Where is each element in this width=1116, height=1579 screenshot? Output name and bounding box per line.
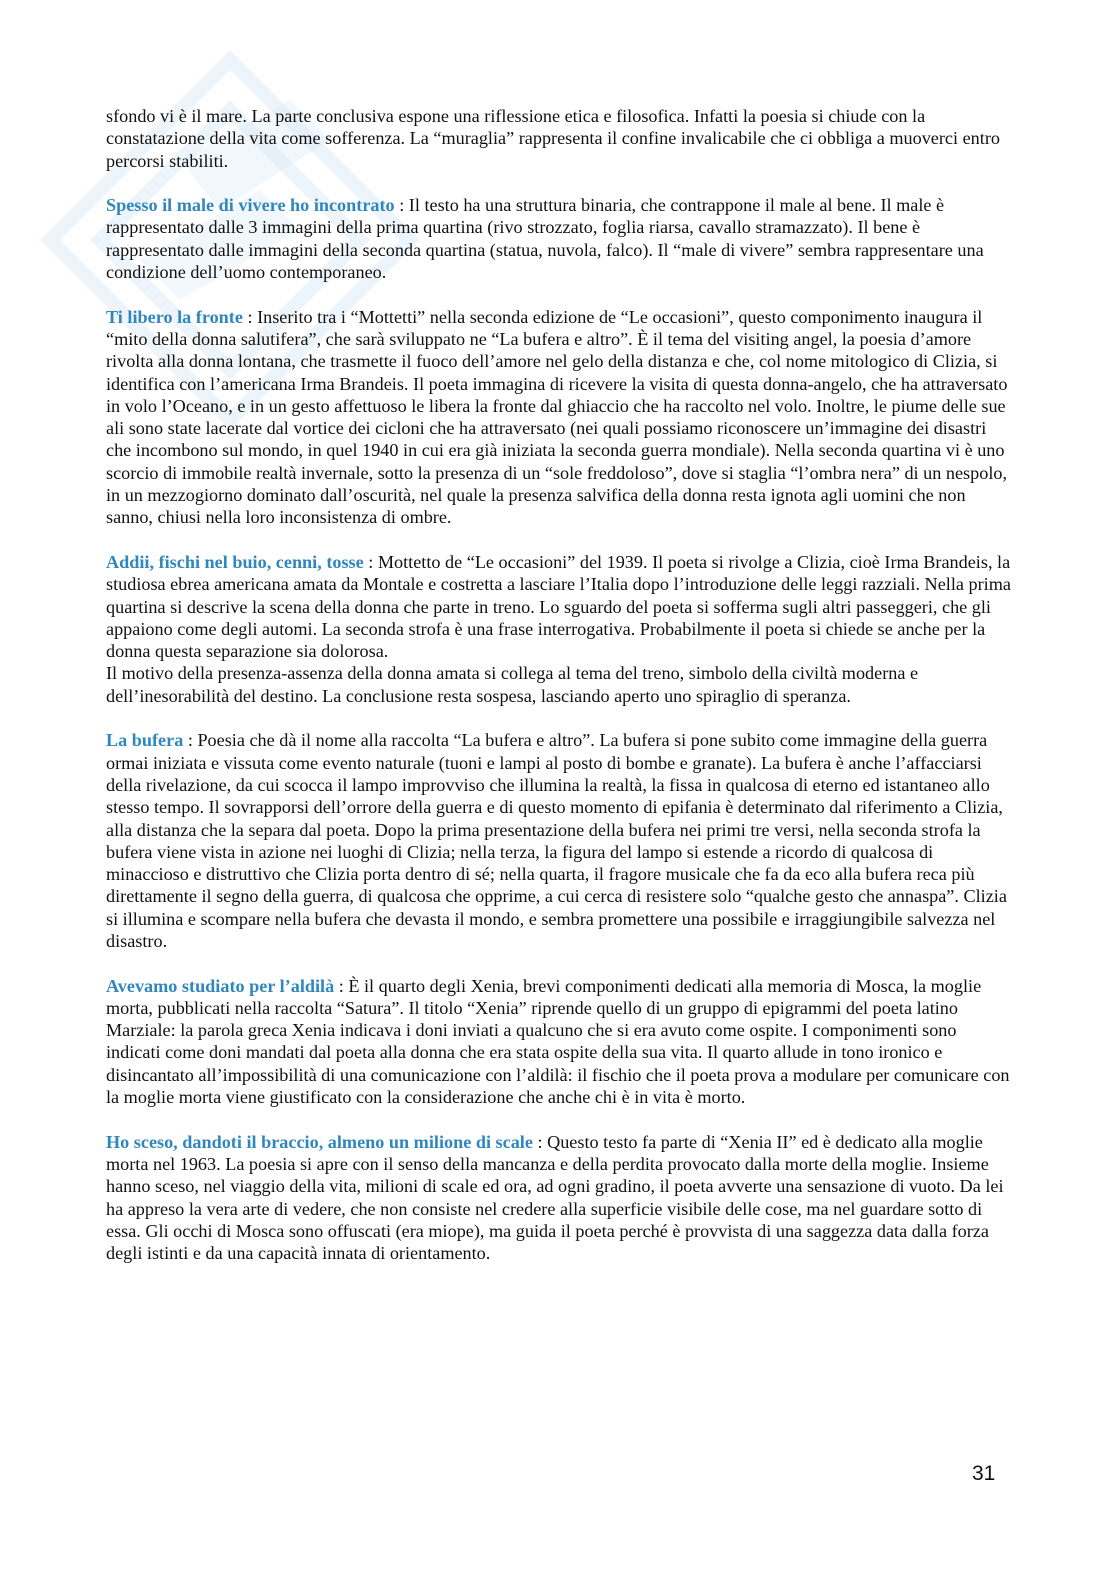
intro-text: sfondo vi è il mare. La parte conclusiva espone una riflessione etica e filosofica. Infatti la poesia si chiude con la constatazione della vita come sofferenza. La “muraglia” rappresenta il confine invalicabile che ci obbliga a muoverci entro percorsi stabiliti. — [106, 106, 1000, 171]
section-paragraph — [106, 194, 1011, 283]
section-paragraph — [106, 975, 1011, 1109]
section-body: : Questo testo fa parte di “Xenia II” ed è dedicato alla moglie morta nel 1963. La poesia si apre con il senso della mancanza e della perdita provocato dalla morte della moglie. Insieme hanno sceso, nel viaggio della vita, milioni di scale ed ora, ad ogni gradino, il poeta avverte una sensazione di vuoto. Da lei ha appreso la vera arte di vedere, che non consiste nel credere alla superficie visibile delle cose, ma nel guardare sotto di essa. Gli occhi di Mosca sono offuscati (era miope), ma guida il poeta perché è provvista di una saggezza data dalla forza degli istinti e da una capacità innata di orientamento. — [106, 1131, 1004, 1264]
section-body: : È il quarto degli Xenia, brevi componimenti dedicati alla memoria di Mosca, la moglie morta, pubblicati nella raccolta “Satura”. Il titolo “Xenia” riprende quello di un gruppo di epigrammi del poeta latino Marziale: la parola greca Xenia indicava i doni inviati a qualcuno che si era avuto come ospite. I componimenti sono indicati come doni mandati dal poeta alla donna che era stata ospite della sua vita. Il quarto allude in tono ironico e disincantato all’impossibilità di una comunicazione con l’aldilà: il fischio che il poeta prova a modulare per comunicare con la moglie morta viene giustificato con la considerazione che anche chi è in vita è morto. — [106, 975, 1010, 1108]
section-paragraph — [106, 306, 1011, 529]
section-paragraph — [106, 1131, 1011, 1265]
intro-paragraph — [106, 105, 1011, 172]
section-body: : Mottetto de “Le occasioni” del 1939. Il poeta si rivolge a Clizia, cioè Irma Brandeis, la studiosa ebrea americana amata da Montale e costretta a lasciare l’Italia dopo l’introduzione delle leggi razziali. Nella prima quartina si descrive la scena della donna che parte in treno. Lo sguardo del poeta si sofferma sugli altri passeggeri, che gli appaiono come degli automi. La seconda strofa è una frase interrogativa. Probabilmente il poeta si chiede se anche per la donna questa separazione sia dolorosa. — [106, 551, 1011, 662]
section-body: : Inserito tra i “Mottetti” nella seconda edizione de “Le occasioni”, questo componimento inaugura il “mito della donna salutifera”, che sarà sviluppato ne “La bufera e altro”. È il tema del visiting angel, la poesia d’amore rivolta alla donna lontana, che trasmette il fuoco dell’amore nel gelo della distanza e che, col nome mitologico di Clizia, si identifica con l’americana Irma Brandeis. Il poeta immagina di ricevere la visita di questa donna-angelo, che ha attraversato in volo l’Oceano, e in un gesto affettuoso le libera la fronte dal ghiaccio che ha raccolto nel volo. Inoltre, le piume delle sue ali sono state lacerate dal vortice dei cicloni che ha attraversato (nei quali possiamo riconoscere un’immagine dei disastri che incombono sul mondo, in quel 1940 in cui era già iniziata la seconda guerra mondiale). Nella seconda quartina vi è uno scorcio di immobile realtà invernale, sotto la presenza di un “sole freddoloso”, dove si staglia “l’ombra nera” di un nespolo, in un mezzogiorno dominato dall’oscurità, nel quale la presenza salvifica della donna resta ignota agli uomini che non sanno, chiusi nella loro inconsistenza di ombre. — [106, 306, 1008, 528]
document-body — [106, 105, 1011, 1287]
section-title: Spesso il male di vivere ho incontrato — [106, 195, 395, 216]
page-number: 31 — [972, 1462, 996, 1485]
section-title: Addii, fischi nel buio, cenni, tosse — [106, 551, 364, 572]
section-title: Ti libero la fronte — [106, 306, 243, 327]
section-continuation-text: Il motivo della presenza-assenza della donna amata si collega al tema del treno, simbolo della civiltà moderna e dell’inesorabilità del destino. La conclusione resta sospesa, lasciando aperto uno spiraglio di speranza. — [106, 663, 919, 706]
section-paragraph — [106, 729, 1011, 952]
section-body: : Il testo ha una struttura binaria, che contrappone il male al bene. Il male è rappresentato dalle 3 immagini della prima quartina (rivo strozzato, foglia riarsa, cavallo stramazzato). Il bene è rappresentato dalle immagini della seconda quartina (statua, nuvola, falco). Il “male di vivere” sembra rappresentare una condizione dell’uomo contemporaneo. — [106, 195, 984, 283]
section-title: La bufera — [106, 730, 184, 751]
section-paragraph — [106, 551, 1011, 662]
section-title: Avevamo studiato per l’aldilà — [106, 975, 335, 996]
section-continuation — [106, 662, 1011, 707]
section-body: : Poesia che dà il nome alla raccolta “La bufera e altro”. La bufera si pone subito come immagine della guerra ormai iniziata e vissuta come evento naturale (tuoni e lampi al posto di bombe e granate). La bufera è anche l’affacciarsi della rivelazione, da cui scocca il lampo improvviso che illumina la realtà, la fissa in qualcosa di eterno ed istantaneo allo stesso tempo. Il sovrapporsi dell’orrore della guerra e di questo momento di epifania è determinato dal riferimento a Clizia, alla distanza che la separa dal poeta. Dopo la prima presentazione della bufera nei primi tre versi, nella seconda strofa la bufera viene vista in azione nei luoghi di Clizia; nella terza, la figura del lampo si estende a ricordo di qualcosa di minaccioso e distruttivo che Clizia porta dentro di sé; nella quarta, il fragore musicale che fa da eco alla bufera reca più direttamente il segno della guerra, di qualcosa che opprime, a cui cerca di resistere solo “qualche gesto che annaspa”. Clizia si illumina e scompare nella bufera che devasta il mondo, e sembra promettere una possibile e irraggiungibile salvezza nel disastro. — [106, 730, 1007, 951]
section-title: Ho sceso, dandoti il braccio, almeno un milione di scale — [106, 1131, 533, 1152]
